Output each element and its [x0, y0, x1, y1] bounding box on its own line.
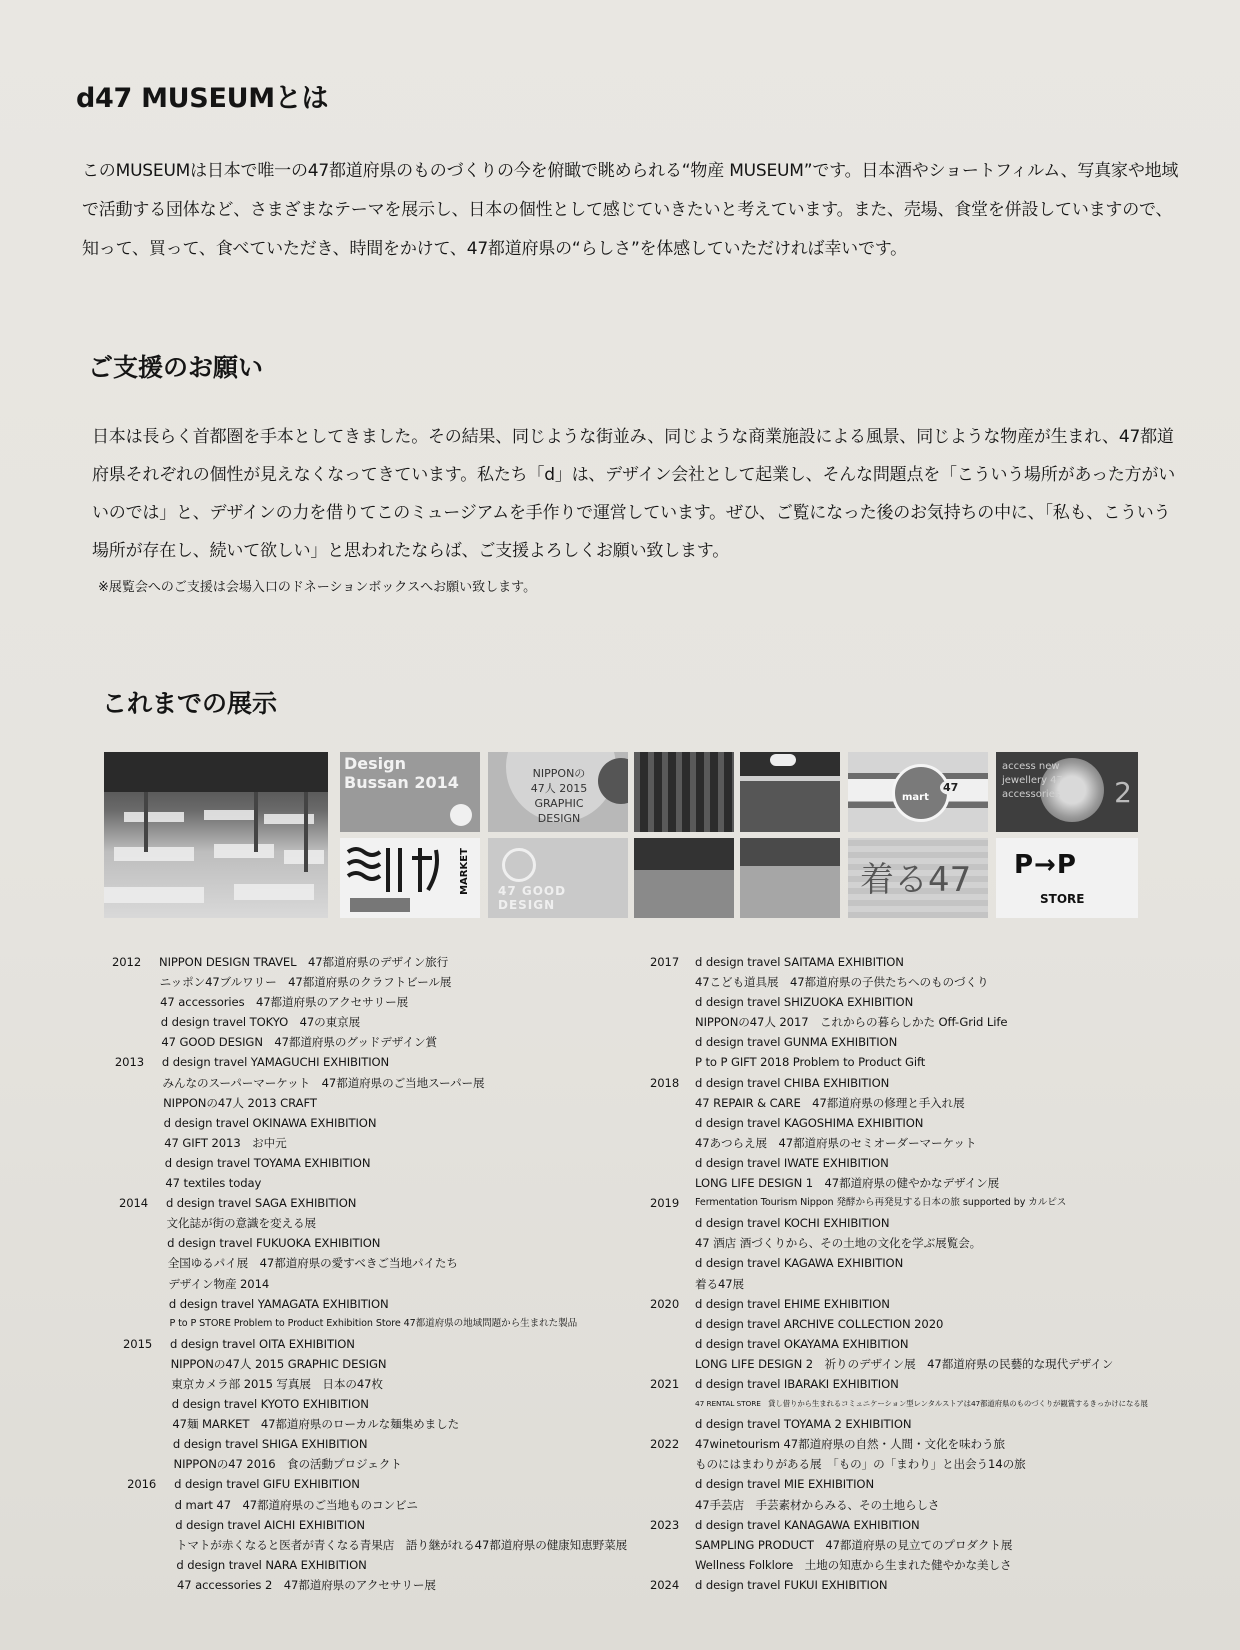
history-title: d design travel GIFU EXHIBITION — [174, 1477, 360, 1492]
history-year: 2013 — [114, 1055, 144, 1070]
history-title: NIPPONの47人 2015 GRAPHIC DESIGN — [170, 1356, 387, 1371]
history-row — [650, 1294, 1210, 1314]
history-title: NIPPON DESIGN TRAVEL 47都道府県のデザイン旅行 — [159, 955, 449, 969]
past-exhibitions-heading: これまでの展示 — [102, 689, 278, 718]
nippon47-label: NIPPONの 47人 2015 GRAPHIC DESIGN — [530, 767, 588, 825]
history-row — [650, 1334, 1210, 1354]
history-row — [650, 1113, 1210, 1133]
history-row — [112, 1314, 632, 1334]
history-row — [112, 992, 632, 1012]
history-title: 47 REPAIR & CARE 47都道府県の修理と手入れ展 — [695, 1095, 965, 1110]
history-row — [112, 1354, 632, 1374]
history-row — [650, 1515, 1210, 1535]
history-title: LONG LIFE DESIGN 2 祈りのデザイン展 47都道府県の民藝的な現代デザイン — [695, 1356, 1114, 1371]
history-row — [112, 1495, 632, 1515]
history-title: d design travel YAMAGATA EXHIBITION — [168, 1296, 389, 1311]
history-row — [650, 1193, 1210, 1213]
thumb-exhibition-photo-2 — [634, 838, 734, 918]
history-title: d design travel NARA EXHIBITION — [176, 1557, 367, 1572]
thumb-47-good-design — [488, 838, 628, 918]
history-title: d design travel FUKUOKA EXHIBITION — [167, 1236, 381, 1251]
dmart-number: 47 — [940, 780, 961, 795]
history-year: 2020 — [650, 1296, 680, 1311]
history-row — [650, 952, 1210, 972]
history-year: 2021 — [650, 1376, 680, 1391]
design-bussan-label: Design Bussan 2014 — [344, 754, 459, 792]
history-row — [650, 1555, 1210, 1575]
history-title: P to P STORE Problem to Product Exhibition Store 47都道府県の地域問題から生まれた製品 — [169, 1317, 578, 1329]
history-title: NIPPONの47 2016 食の活動プロジェクト — [173, 1457, 402, 1472]
market-label: MARKET — [459, 848, 471, 895]
history-row — [650, 1394, 1210, 1414]
history-row — [650, 1052, 1210, 1072]
history-row — [112, 1414, 632, 1434]
history-row — [112, 1253, 632, 1273]
history-row — [650, 1274, 1210, 1294]
history-row — [112, 1093, 632, 1113]
history-title: 全国ゆるパイ展 47都道府県の愛すべきご当地パイたち — [167, 1256, 458, 1271]
history-row — [650, 1414, 1210, 1434]
history-year: 2019 — [650, 1196, 680, 1211]
history-row — [650, 1434, 1210, 1454]
exhibition-history-left — [112, 952, 632, 1595]
history-row — [112, 1233, 632, 1253]
history-row — [112, 1334, 632, 1354]
history-row — [112, 1434, 632, 1454]
history-title: 着る47展 — [695, 1276, 745, 1291]
history-row — [112, 1193, 632, 1213]
history-year: 2018 — [650, 1075, 680, 1090]
good-design-label: 47 GOOD DESIGN — [498, 884, 567, 912]
history-title: d design travel TOYAMA EXHIBITION — [164, 1155, 371, 1170]
history-row — [650, 1133, 1210, 1153]
history-title: 47あつらえ展 47都道府県のセミオーダーマーケット — [695, 1135, 977, 1150]
history-title: d design travel IWATE EXHIBITION — [695, 1155, 889, 1170]
history-row — [112, 1153, 632, 1173]
history-row — [650, 1535, 1210, 1555]
history-title: d design travel OITA EXHIBITION — [170, 1336, 355, 1351]
support-heading: ご支援のお願い — [88, 353, 264, 382]
history-title: d design travel KANAGAWA EXHIBITION — [695, 1517, 920, 1532]
page-title: d47 MUSEUMとは — [76, 83, 329, 114]
thumb-nippon47 — [488, 752, 628, 832]
history-title: d design travel SAGA EXHIBITION — [165, 1196, 357, 1211]
history-row — [112, 1113, 632, 1133]
history-year: 2014 — [118, 1196, 149, 1211]
history-title: ものにはまわりがある展 「もの」の「まわり」と出会う14の旅 — [695, 1457, 1026, 1472]
history-row — [112, 1374, 632, 1394]
history-title: d design travel KAGAWA EXHIBITION — [695, 1256, 904, 1271]
history-row — [112, 1535, 632, 1555]
thumb-ptop-store — [996, 838, 1138, 918]
kiru47-label: 着る47 — [860, 860, 972, 900]
circle-mark — [450, 804, 472, 826]
history-row — [650, 1032, 1210, 1052]
thumb-exhibition-photo-3 — [740, 838, 840, 918]
history-title: 47麺 MARKET 47都道府県のローカルな麺集めました — [172, 1417, 460, 1432]
history-row — [112, 1555, 632, 1575]
thumb-accessories2 — [996, 752, 1138, 832]
history-title: d design travel KOCHI EXHIBITION — [695, 1216, 890, 1231]
history-title: 47 GIFT 2013 お中元 — [164, 1135, 287, 1150]
ptop-label: P→P — [1014, 850, 1077, 880]
history-row — [112, 1173, 632, 1193]
museum-hall-photo — [104, 752, 328, 918]
history-title: 47手芸店 手芸素材からみる、その土地らしさ — [695, 1497, 940, 1512]
history-title: d design travel AICHI EXHIBITION — [175, 1517, 365, 1532]
history-title: SAMPLING PRODUCT 47都道府県の見立てのプロダクト展 — [695, 1537, 1013, 1552]
history-title: d design travel OKAYAMA EXHIBITION — [695, 1336, 909, 1351]
history-title: Fermentation Tourism Nippon 発酵から再発見する日本の旅 supported by カルピス — [695, 1197, 1067, 1209]
history-title: 47 textiles today — [165, 1176, 262, 1191]
dmart-label: mart — [902, 792, 929, 803]
history-title: 47 GOOD DESIGN 47都道府県のグッドデザイン賞 — [161, 1035, 437, 1050]
history-row — [650, 1253, 1210, 1273]
history-row — [650, 1454, 1210, 1474]
history-title: d design travel KYOTO EXHIBITION — [171, 1397, 369, 1412]
history-year: 2022 — [650, 1437, 680, 1452]
history-row — [650, 1012, 1210, 1032]
history-title: 47 accessories 2 47都道府県のアクセサリー展 — [177, 1577, 436, 1592]
history-row — [112, 972, 632, 992]
ptop-store-label: STORE — [1040, 892, 1085, 906]
history-title: 47 酒店 酒づくりから、その土地の文化を学ぶ展覧会。 — [695, 1236, 982, 1251]
accessories-number: 2 — [1114, 776, 1132, 809]
history-year: 2023 — [650, 1517, 680, 1532]
history-row — [112, 1012, 632, 1032]
history-row — [112, 1052, 632, 1072]
history-year: 2017 — [650, 955, 680, 969]
history-row — [112, 1474, 632, 1494]
history-title: d design travel TOKYO 47の東京展 — [160, 1015, 361, 1030]
history-row — [650, 1474, 1210, 1494]
history-title: d design travel ARCHIVE COLLECTION 2020 — [695, 1316, 944, 1331]
history-title: デザイン物産 2014 — [168, 1276, 270, 1291]
history-title: トマトが赤くなると医者が青くなる青果店 語り継がれる47都道府県の健康知恵野菜展 — [175, 1537, 628, 1552]
history-title: d design travel CHIBA EXHIBITION — [695, 1075, 890, 1090]
history-title: d design travel SHIGA EXHIBITION — [172, 1437, 368, 1452]
support-paragraph: 日本は長らく首都圏を手本としてきました。その結果、同じような街並み、同じような商業施設による風景、同じような物産が生まれ、47都道府県それぞれの個性が見えなくなってきています。私たち「d」は、デザイン会社として起業し、そんな問題点を「こういう場所があった方がいいのでは」と、デザインの力を借りてこのミュージアムを手作りで運営しています。ぜひ、ご覧になった後のお気持ちの中に、「私も、こういう場所が存在し、続いて欲しい」と思われたならば、ご支援よろしくお願い致します。 — [92, 427, 1176, 561]
history-row — [650, 1314, 1210, 1334]
history-title: ニッポン47ブルワリー 47都道府県のクラフトビール展 — [159, 975, 452, 990]
history-row — [112, 1213, 632, 1233]
history-row — [650, 1233, 1210, 1253]
exhibition-history-right — [650, 952, 1210, 1595]
history-title: NIPPONの47人 2017 これからの暮らしかた Off-Grid Life — [695, 1015, 1008, 1030]
history-row — [112, 1274, 632, 1294]
history-title: d design travel IBARAKI EXHIBITION — [695, 1376, 899, 1391]
history-title: d design travel OKINAWA EXHIBITION — [163, 1115, 377, 1130]
history-title: 47こども道具展 47都道府県の子供たちへのものづくり — [695, 975, 989, 990]
history-row — [650, 992, 1210, 1012]
history-row — [650, 1374, 1210, 1394]
history-row — [112, 1032, 632, 1052]
history-row — [112, 1394, 632, 1414]
history-row — [650, 1354, 1210, 1374]
intro-paragraph: このMUSEUMは日本で唯一の47都道府県のものづくりの今を俯瞰で眺められる“物産 MUSEUM”です。日本酒やショートフィルム、写真家や地域で活動する団体など、さまざまなテーマを展示し、日本の個性として感じていきたいと考えています。また、売場、食堂を併設していますので、知って、買って、食べていただき、時間をかけて、47都道府県の“らしさ”を体感していただければ幸いです。 — [82, 161, 1179, 259]
history-title: 47 RENTAL STORE 貸し借りから生まれるコミュニケーション型レンタルストアは47都道府県のものづくりが観賞するきっかけになる展 — [695, 1399, 1148, 1409]
history-title: d design travel TOYAMA 2 EXHIBITION — [695, 1417, 912, 1432]
hall-illustration — [104, 752, 328, 918]
accessories-label: access new jewellery 47 accessories — [1002, 761, 1063, 800]
history-title: d design travel FUKUI EXHIBITION — [695, 1577, 888, 1592]
thumb-design-bussan — [340, 752, 480, 832]
history-year: 2012 — [112, 955, 142, 969]
thumb-dmart — [848, 752, 988, 832]
thumb-47-market — [340, 838, 480, 918]
support-note: ※展覧会へのご支援は会場入口のドネーションボックスへお願い致します。 — [98, 580, 537, 595]
history-title: LONG LIFE DESIGN 1 47都道府県の健やかなデザイン展 — [695, 1176, 1000, 1191]
history-row — [112, 1454, 632, 1474]
history-row — [650, 1575, 1210, 1595]
history-year: 2024 — [650, 1577, 680, 1592]
history-row — [112, 1133, 632, 1153]
history-title: d design travel EHIME EXHIBITION — [695, 1296, 890, 1311]
history-title: d design travel GUNMA EXHIBITION — [695, 1035, 898, 1050]
history-title: d design travel KAGOSHIMA EXHIBITION — [695, 1115, 924, 1130]
history-title: Wellness Folklore 土地の知恵から生まれた健やかな美しさ — [695, 1557, 1012, 1572]
history-title: d mart 47 47都道府県のご当地ものコンビニ — [174, 1497, 418, 1512]
thumb-storefront-photo — [740, 752, 840, 832]
history-title: 東京カメラ部 2015 写真展 日本の47枚 — [171, 1376, 383, 1391]
history-title: d design travel MIE EXHIBITION — [695, 1477, 875, 1492]
history-title: NIPPONの47人 2013 CRAFT — [163, 1095, 317, 1110]
history-row — [112, 1575, 632, 1595]
history-row — [112, 1515, 632, 1535]
history-title: d design travel SAITAMA EXHIBITION — [695, 955, 904, 969]
history-title: d design travel YAMAGUCHI EXHIBITION — [161, 1055, 390, 1070]
history-row — [650, 1213, 1210, 1233]
history-title: d design travel SHIZUOKA EXHIBITION — [695, 995, 914, 1010]
history-title: P to P GIFT 2018 Problem to Product Gift — [695, 1055, 926, 1070]
history-year: 2016 — [127, 1477, 157, 1492]
exhibition-thumbnails — [104, 752, 1138, 920]
history-row — [650, 972, 1210, 992]
history-title: 47winetourism 47都道府県の自然・人間・文化を味わう旅 — [695, 1437, 1005, 1452]
history-title: 47 accessories 47都道府県のアクセサリー展 — [160, 995, 409, 1010]
history-row — [650, 1093, 1210, 1113]
history-row — [112, 1294, 632, 1314]
history-title: みんなのスーパーマーケット 47都道府県のご当地スーパー展 — [162, 1075, 485, 1090]
history-year: 2015 — [123, 1336, 153, 1351]
history-row — [112, 952, 632, 972]
history-row — [650, 1153, 1210, 1173]
thumb-kiru47 — [848, 838, 988, 918]
thumb-exhibition-photo-1 — [634, 752, 734, 832]
history-row — [112, 1073, 632, 1093]
history-row — [650, 1495, 1210, 1515]
history-title: 文化誌が街の意識を変える展 — [166, 1216, 316, 1231]
history-row — [650, 1073, 1210, 1093]
history-row — [650, 1173, 1210, 1193]
